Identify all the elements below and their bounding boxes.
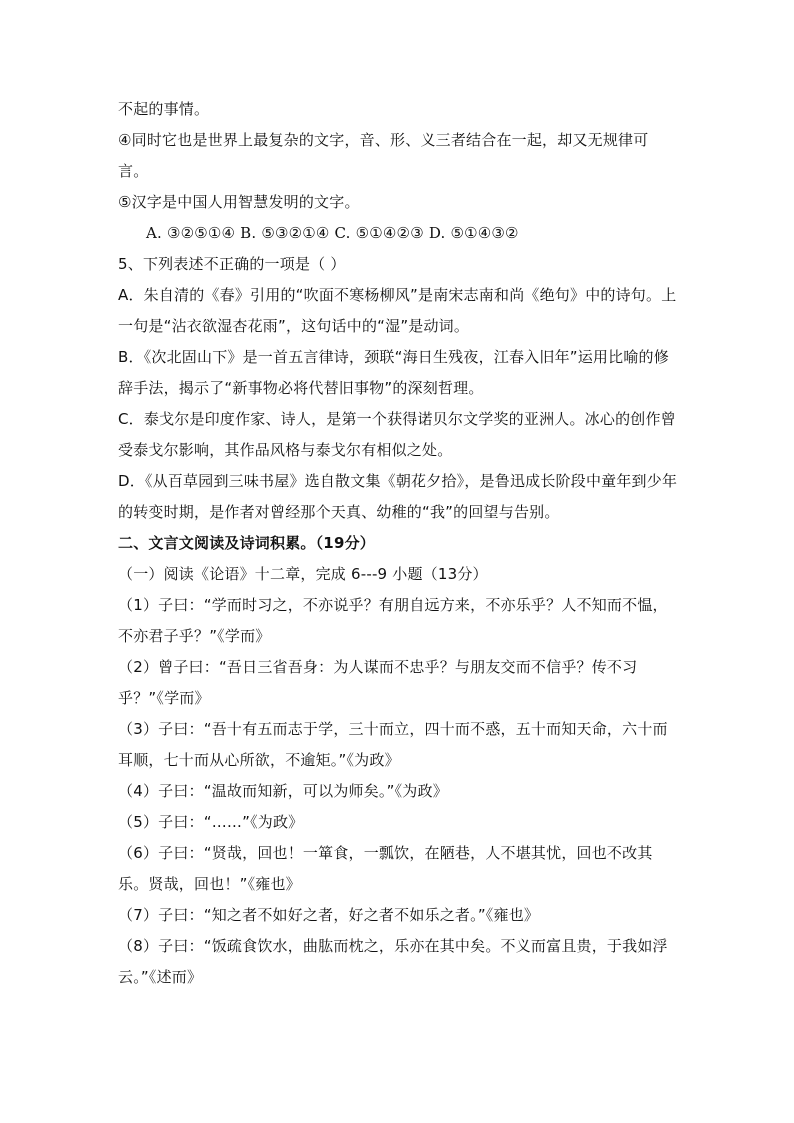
item-4: ④同时它也是世界上最复杂的文字，音、形、义三者结合在一起，却又无规律可言。	[118, 131, 649, 180]
q5-option-a: A．朱自清的《春》引用的“吹面不寒杨柳风”是南宋志南和尚《绝句》中的诗句。上一句是“沾衣欲湿杏花雨”，这句话中的“湿”是动词。	[118, 286, 677, 335]
analects-7: （7）子曰：“知之者不如好之者，好之者不如乐之者。”《雍也》	[118, 906, 540, 924]
analects-4: （4）子曰：“温故而知新，可以为师矣。”《为政》	[118, 782, 448, 800]
analects-8: （8）子曰：“饭疏食饮水，曲肱而枕之，乐亦在其中矣。不义而富且贵，于我如浮云。”《述而》	[118, 937, 668, 986]
q4-options: A. ③②⑤①④ B. ⑤③②①④ C. ⑤①④②③ D. ⑤①④③②	[146, 224, 519, 242]
document-page	[118, 94, 678, 993]
item-5: ⑤汉字是中国人用智慧发明的文字。	[118, 193, 360, 211]
analects-1: （1）子曰：“学而时习之，不亦说乎？有朋自远方来，不亦乐乎？人不知而不愠，不亦君子乎？”《学而》	[118, 596, 668, 645]
q5-option-c: C．泰戈尔是印度作家、诗人，是第一个获得诺贝尔文学奖的亚洲人。冰心的创作曾受泰戈尔影响，其作品风格与泰戈尔有相似之处。	[118, 410, 676, 459]
subsection-1-heading: （一）阅读《论语》十二章，完成 6---9 小题（13分）	[118, 565, 488, 583]
line-continuation: 不起的事情。	[118, 100, 210, 118]
q5-option-d: D．《从百草园到三味书屋》选自散文集《朝花夕拾》，是鲁迅成长阶段中童年到少年的转变时期，是作者对曾经那个天真、幼稚的“我”的回望与告别。	[118, 472, 678, 521]
analects-2: （2）曾子曰：“吾日三省吾身：为人谋而不忠乎？与朋友交而不信乎？传不习乎？”《学而》	[118, 658, 638, 707]
q5-option-b: B．《次北固山下》是一首五言律诗，颈联“海日生残夜，江春入旧年”运用比喻的修辞手法，揭示了“新事物必将代替旧事物”的深刻哲理。	[118, 348, 669, 397]
analects-5: （5）子曰：“……”《为政》	[118, 813, 304, 831]
section-2-heading: 二、文言文阅读及诗词积累。（19分）	[118, 534, 375, 552]
q5-stem: 5、下列表述不正确的一项是（ ）	[118, 255, 346, 273]
analects-6: （6）子曰：“贤哉，回也！一箪食，一瓢饮，在陋巷，人不堪其忧，回也不改其乐。贤哉，回也！”《雍也》	[118, 844, 653, 893]
analects-3: （3）子曰：“吾十有五而志于学，三十而立，四十而不惑，五十而知天命，六十而耳顺，七十而从心所欲，不逾矩。”《为政》	[118, 720, 668, 769]
